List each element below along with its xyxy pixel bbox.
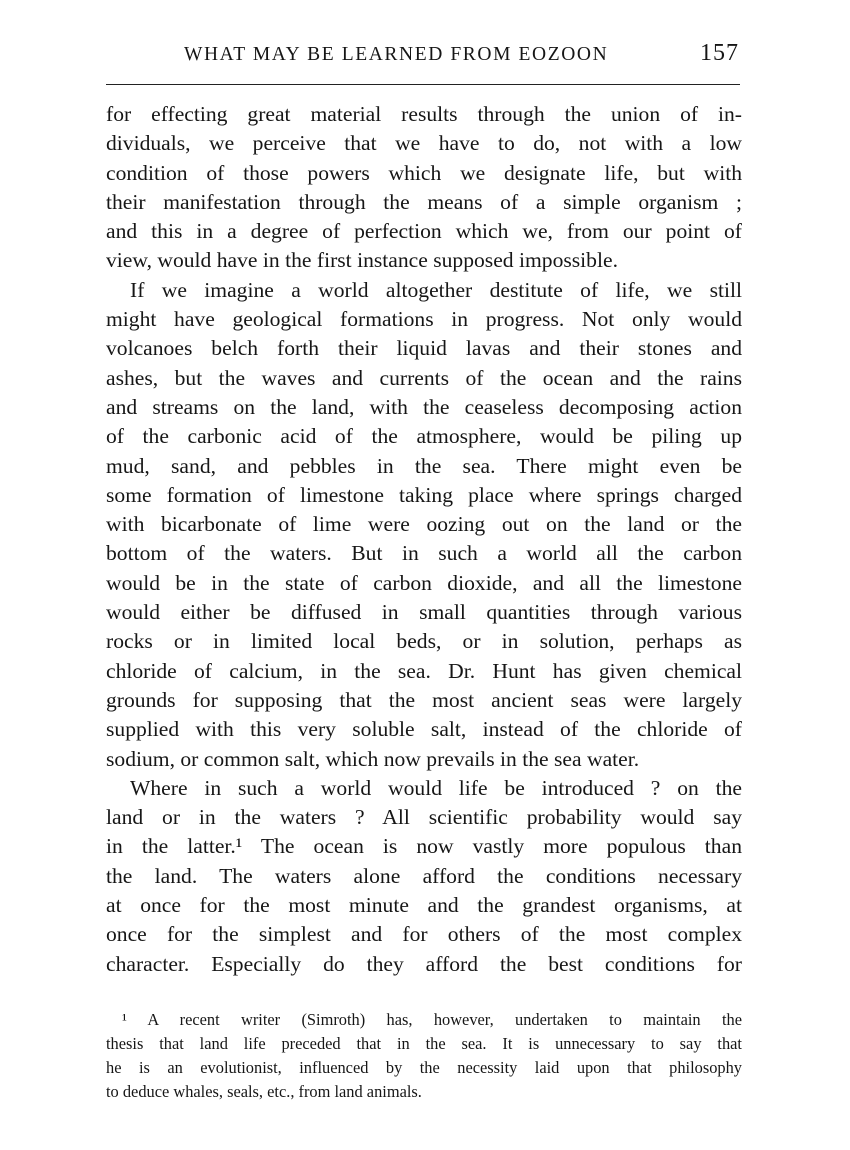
text-line: their manifestation through the means of a simple organism ; [106, 189, 742, 214]
page-number: 157 [700, 40, 739, 66]
text-line: supplied with this very soluble salt, instead of the chloride of [106, 717, 742, 742]
text-line: view, would have in the first instance supposed impossible. [106, 248, 618, 273]
text-line: mud, sand, and pebbles in the sea. There might even be [106, 453, 742, 478]
footnote-line: to deduce whales, seals, etc., from land animals. [106, 1082, 422, 1101]
text-line: would either be diffused in small quantities through various [106, 600, 742, 625]
text-line: and streams on the land, with the ceaseless decomposing action [106, 394, 742, 419]
footnote-line: ¹ A recent writer (Simroth) has, however, undertaken to maintain the [122, 1010, 742, 1029]
text-line: land or in the waters ? All scientific probability would say [106, 805, 742, 830]
text-line: and this in a degree of perfection which we, from our point of [106, 219, 742, 244]
text-line: for effecting great material results through the union of in- [106, 102, 742, 126]
text-line: would be in the state of carbon dioxide, and all the limestone [106, 570, 742, 595]
text-line: some formation of limestone taking place where springs charged [106, 482, 742, 507]
text-line: condition of those powers which we designate life, but with [106, 160, 742, 185]
body-text [106, 100, 742, 979]
text-line: with bicarbonate of lime were oozing out on the land or the [106, 512, 742, 537]
footnote-line: he is an evolutionist, influenced by the necessity laid upon that philosophy [106, 1058, 742, 1077]
paragraph-start: If we imagine a world altogether destitute of life, we still [130, 277, 742, 302]
text-line: bottom of the waters. But in such a world all the carbon [106, 541, 742, 566]
text-line: ashes, but the waves and currents of the ocean and the rains [106, 365, 742, 390]
text-line: in the latter.¹ The ocean is now vastly more populous than [106, 834, 742, 859]
text-line: of the carbonic acid of the atmosphere, would be piling up [106, 424, 742, 449]
text-line: sodium, or common salt, which now prevails in the sea water. [106, 746, 640, 771]
text-line: at once for the most minute and the grandest organisms, at [106, 893, 742, 918]
footnote-line: thesis that land life preceded that in the sea. It is unnecessary to say that [106, 1034, 742, 1053]
text-line: character. Especially do they afford the best conditions for [106, 951, 742, 976]
text-line: might have geological formations in progress. Not only would [106, 307, 742, 332]
text-line: grounds for supposing that the most ancient seas were largely [106, 687, 742, 712]
running-head: WHAT MAY BE LEARNED FROM EOZOON [184, 44, 609, 65]
text-line: rocks or in limited local beds, or in solution, perhaps as [106, 629, 742, 654]
text-line: dividuals, we perceive that we have to do, not with a low [106, 131, 742, 156]
footnote [106, 1008, 742, 1104]
page-header [106, 40, 742, 80]
text-line: chloride of calcium, in the sea. Dr. Hunt has given chemical [106, 658, 742, 683]
text-line: once for the simplest and for others of the most complex [106, 922, 742, 947]
paragraph-start: Where in such a world would life be introduced ? on the [130, 775, 742, 800]
text-line: the land. The waters alone afford the conditions necessary [106, 863, 742, 888]
header-rule [106, 84, 740, 85]
text-line: volcanoes belch forth their liquid lavas and their stones and [106, 336, 742, 361]
